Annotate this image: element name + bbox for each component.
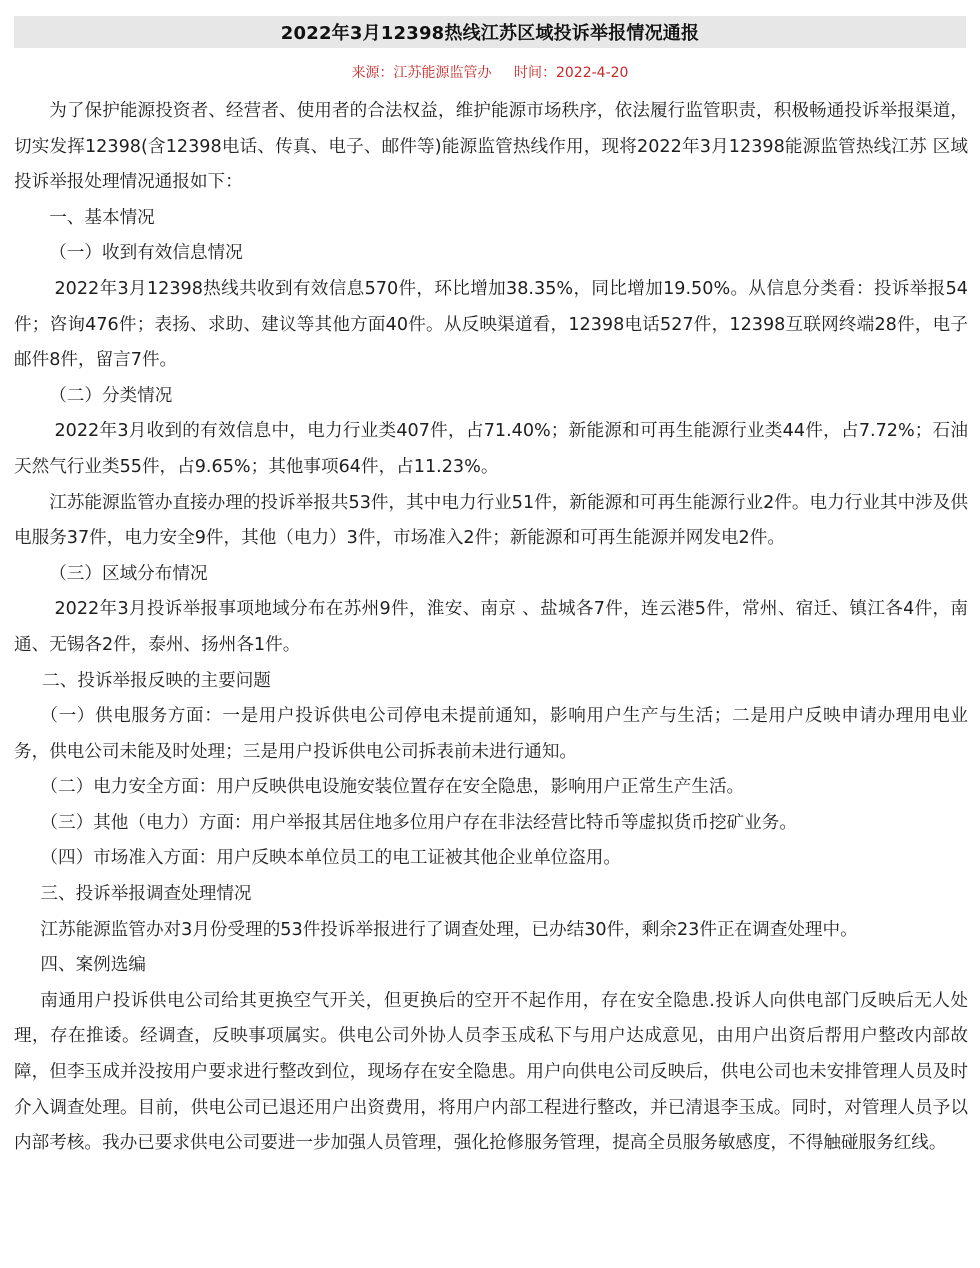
article-source: 来源：江苏能源监管办 [351, 65, 492, 81]
section-heading: 一、基本情况 [49, 207, 155, 228]
body-paragraph: 江苏能源监管办对3月份受理的53件投诉举报进行了调查处理，已办结30件，剩余23件正在调查处理中。 [40, 919, 858, 940]
body-paragraph: 江苏能源监管办直接办理的投诉举报共53件，其中电力行业51件，新能源和可再生能源行业2件。电力行业其中涉及供电服务37件，电力安全9件，其他（电力）3件，市场准入2件；新能源和可再生能源并网发电2件。 [14, 492, 968, 549]
subsection-heading: （二）分类情况 [49, 385, 173, 406]
section-heading: 四、案例选编 [40, 955, 146, 976]
article-body [14, 94, 968, 1162]
article-time: 时间：2022-4-20 [513, 65, 629, 81]
body-paragraph: 2022年3月投诉举报事项地域分布在苏州9件，淮安、南京 、盐城各7件，连云港5件，常州、宿迁、镇江各4件，南通、无锡各2件，泰州、扬州各1件。 [14, 599, 968, 655]
body-paragraph: 2022年3月12398热线共收到有效信息570件，环比增加38.35%，同比增加19.50%。从信息分类看：投诉举报54件；咨询476件；表扬、求助、建议等其他方面40件。从反映渠道看，12398电话527件，12398互联网终端28件，电子邮件8件，留言7件。 [14, 278, 968, 371]
section-heading: 三、投诉举报调查处理情况 [40, 884, 252, 905]
article-title: 2022年3月12398热线江苏区域投诉举报情况通报 [280, 23, 700, 44]
body-paragraph: （四）市场准入方面：用户反映本单位员工的电工证被其他企业单位盗用。 [40, 848, 621, 869]
subsection-heading: （三）区域分布情况 [49, 563, 208, 584]
case-paragraph: 南通用户投诉供电公司给其更换空气开关，但更换后的空开不起作用，存在安全隐患.投诉人向供电部门反映后无人处理，存在推诿。经调查，反映事项属实。供电公司外协人员李玉成私下与用户达成意见，由用户出资后帮用户整改内部故障，但李玉成并没按用户要求进行整改到位，现场存在安全隐患。用户向供电公司反映后，供电公司也未安排管理人员及时介入调查处理。目前，供电公司已退还用户出资费用，将用户内部工程进行整改，并已清退李玉成。同时，对管理人员予以内部考核。我办已要求供电公司要进一步加强人员管理，强化抢修服务管理，提高全员服务敏感度，不得触碰服务红线。 [14, 990, 968, 1154]
body-paragraph: （一）供电服务方面：一是用户投诉供电公司停电未提前通知，影响用户生产与生活；二是用户反映申请办理用电业务，供电公司未能及时处理；三是用户投诉供电公司拆表前未进行通知。 [14, 706, 968, 762]
body-paragraph: （三）其他（电力）方面：用户举报其居住地多位用户存在非法经营比特币等虚拟货币挖矿业务。 [40, 812, 797, 833]
intro-paragraph: 为了保护能源投资者、经营者、使用者的合法权益，维护能源市场秩序，依法履行监管职责，积极畅通投诉举报渠道，切实发挥12398(含12398电话、传真、电子、邮件等)能源监管热线作用，现将2022年3月12398能源监管热线江苏 区域投诉举报处理情况通报如下： [14, 101, 968, 193]
title-bar [14, 16, 966, 48]
body-paragraph: 2022年3月收到的有效信息中，电力行业类407件，占71.40%；新能源和可再生能源行业类44件，占7.72%；石油天然气行业类55件，占9.65%；其他事项64件，占11.23%。 [14, 421, 968, 477]
subsection-heading: （一）收到有效信息情况 [49, 243, 243, 264]
article-meta [0, 62, 980, 82]
section-heading: 二、投诉举报反映的主要问题 [42, 670, 271, 691]
body-paragraph: （二）电力安全方面：用户反映供电设施安装位置存在安全隐患，影响用户正常生产生活。 [40, 777, 745, 798]
